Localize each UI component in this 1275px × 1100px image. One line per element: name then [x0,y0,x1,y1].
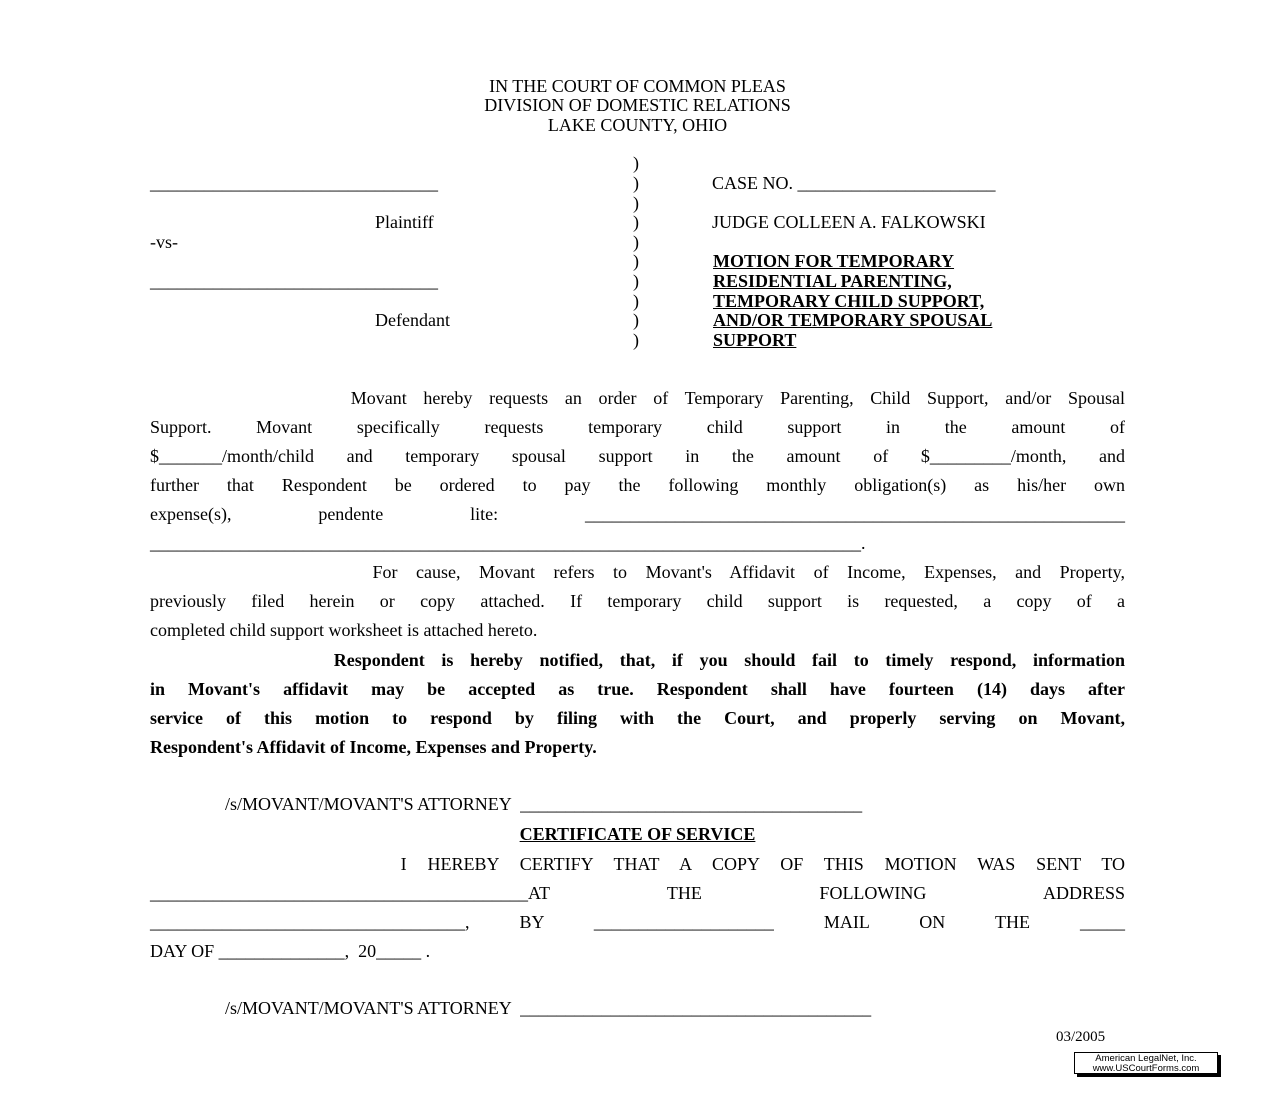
request-paragraph-line: further that Respondent be ordered to pay the following monthly obligation(s) as his/her own [150,475,1125,495]
motion-title-line: MOTION FOR TEMPORARY [713,251,955,271]
request-paragraph-line: Movant hereby requests an order of Temporary Parenting, Child Support, and/or Spousal [150,388,1125,408]
certificate-line: DAY OF ______________, 20_____ . [150,941,431,961]
certificate-line: ___________________________________, BY ____________________ MAIL ON THE _____ [150,912,1125,932]
cause-paragraph-line: completed child support worksheet is attached hereto. [150,620,538,640]
certificate-line: __________________________________________AT THE FOLLOWING ADDRESS [150,883,1125,903]
caption-divider: ) [633,153,639,173]
footer-badge-website: www.USCourtForms.com [1092,1063,1200,1074]
certificate-line: I HEREBY CERTIFY THAT A COPY OF THIS MOTION WAS SENT TO [150,854,1125,874]
motion-title-line: TEMPORARY CHILD SUPPORT, [713,291,985,311]
caption-divider: ) [633,212,639,232]
notice-paragraph-line: Respondent is hereby notified, that, if you should fail to timely respond, information [150,650,1125,670]
caption-divider: ) [633,251,639,271]
certificate-title: CERTIFICATE OF SERVICE [519,824,756,844]
caption-divider: ) [633,271,639,291]
caption-divider: ) [633,193,639,213]
cause-paragraph-line: For cause, Movant refers to Movant's Affidavit of Income, Expenses, and Property, [150,562,1125,582]
plaintiff-label: Plaintiff [375,212,434,232]
motion-title-line: AND/OR TEMPORARY SPOUSAL [713,310,993,330]
notice-paragraph-line: in Movant's affidavit may be accepted as true. Respondent shall have fourteen (14) days after [150,679,1125,699]
request-paragraph-line: expense(s), pendente lite: ____________________________________________________________ [150,504,1125,524]
request-paragraph-line: Support. Movant specifically requests temporary child support in the amount of [150,417,1125,437]
caption-divider: ) [633,330,639,350]
request-paragraph-line: _______________________________________________________________________________. [150,533,866,553]
caption-divider: ) [633,173,639,193]
defendant-name-blank: ________________________________ [150,271,438,291]
caption-divider: ) [633,232,639,252]
notice-paragraph-line: Respondent's Affidavit of Income, Expenses and Property. [150,737,597,757]
court-county: LAKE COUNTY, OHIO [547,115,728,135]
motion-title-line: RESIDENTIAL PARENTING, [713,271,952,291]
judge-name: JUDGE COLLEEN A. FALKOWSKI [712,212,986,232]
caption-divider: ) [633,310,639,330]
plaintiff-name-blank: ________________________________ [150,173,438,193]
footer-badge [1074,1052,1218,1074]
request-paragraph-line: $_______/month/child and temporary spousal support in the amount of $_________/month, and [150,446,1125,466]
notice-paragraph-line: service of this motion to respond by filing with the Court, and properly serving on Movant, [150,708,1125,728]
versus-label: -vs- [150,232,178,252]
caption-divider: ) [633,291,639,311]
court-division: DIVISION OF DOMESTIC RELATIONS [484,95,791,115]
motion-title-line: SUPPORT [713,330,797,350]
movant-signature-line: /s/MOVANT/MOVANT'S ATTORNEY _______________________________________ [225,998,872,1018]
footer-badge-company: American LegalNet, Inc. [1095,1053,1197,1064]
movant-signature-line: /s/MOVANT/MOVANT'S ATTORNEY ______________________________________ [225,794,863,814]
case-number: CASE NO. ______________________ [712,173,996,193]
form-revision-date: 03/2005 [1056,1029,1106,1045]
defendant-label: Defendant [375,310,450,330]
court-name: IN THE COURT OF COMMON PLEAS [489,76,786,96]
cause-paragraph-line: previously filed herein or copy attached. If temporary child support is requested, a copy of a [150,591,1125,611]
